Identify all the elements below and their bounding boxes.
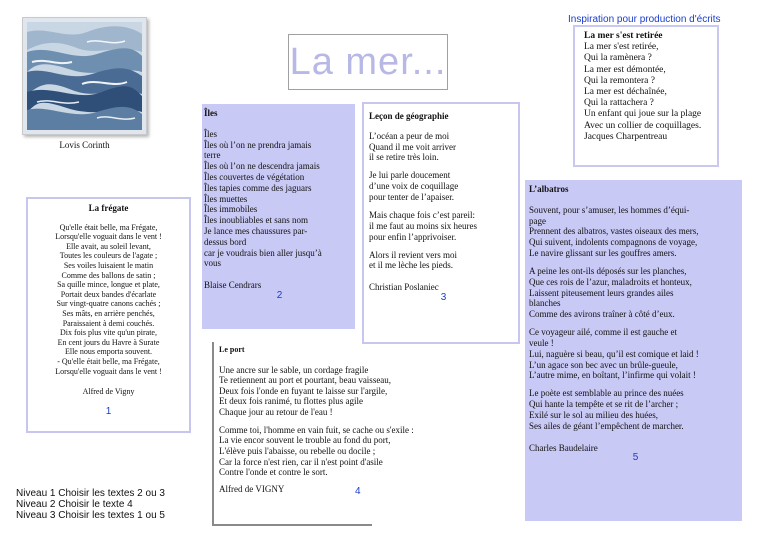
poem-line: Îles où l’on ne descendra jamais bbox=[204, 161, 320, 172]
poem-line: Qui la remontera ? bbox=[584, 75, 655, 86]
poem-line: veule ! bbox=[529, 337, 554, 348]
poem-line: La mer est démontée, bbox=[584, 64, 666, 75]
poem-line: Îles muettes bbox=[204, 193, 248, 204]
poem-mer-box bbox=[573, 25, 719, 167]
poem-line: blanches bbox=[529, 298, 561, 309]
poem-line: Paraissaient à demi couchés. bbox=[62, 318, 155, 328]
poem-author: Christian Poslaniec bbox=[369, 282, 439, 293]
poem-line: Toutes les couleurs de l'agate ; bbox=[59, 251, 158, 261]
poem-line: Lorsqu'elle voguait dans le vent ! bbox=[55, 366, 162, 376]
poem-line: - Qu'elle était belle, ma Frégate, bbox=[57, 356, 160, 366]
poem-line: Qui la rattachera ? bbox=[584, 98, 654, 109]
poem-line: Dix fois plus vite qu'un pirate, bbox=[60, 328, 157, 338]
stanza-break bbox=[369, 242, 518, 249]
poem-line: Contre l'onde et contre le sort. bbox=[219, 467, 328, 478]
poem-line: Îles immobiles bbox=[204, 204, 258, 215]
poem-line: et il me lèche les pieds. bbox=[369, 260, 453, 271]
poem-line: Portait deux bandes d'écarlate bbox=[60, 289, 157, 299]
level-line: Niveau 1 Choisir les textes 2 ou 3 bbox=[16, 488, 165, 499]
poem-line: L’un agace son bec avec un brûle-gueule, bbox=[529, 359, 678, 370]
painting-image bbox=[22, 17, 147, 135]
poem-line: il me faut au moins six heures bbox=[369, 220, 477, 231]
poem-author: Charles Baudelaire bbox=[529, 442, 598, 453]
poem-line: Quand il me voit arriver bbox=[369, 141, 456, 152]
poem-line: Le poète est semblable au prince des nuées bbox=[529, 388, 684, 399]
poem-port-box bbox=[212, 342, 414, 526]
poem-line: Car la force n'est rien, car il n'est point d'asile bbox=[219, 456, 383, 467]
poem-line: Un enfant qui joue sur la plage bbox=[584, 109, 702, 120]
poem-line: En cent jours du Havre à Surate bbox=[57, 337, 160, 347]
poem-author: Alfred de VIGNY bbox=[219, 483, 285, 494]
poem-line: Ses ailes de géant l’empêchent de marcher. bbox=[529, 420, 684, 431]
stanza-break bbox=[529, 259, 742, 266]
poem-line: L’océan a peur de moi bbox=[369, 130, 450, 141]
poem-line: Que ces rois de l’azur, maladroits et honteux, bbox=[529, 276, 692, 287]
poem-author: Jacques Charpentreau bbox=[584, 131, 668, 142]
level-instructions bbox=[16, 488, 165, 521]
poem-line: Ses mâts, en arrière penchés, bbox=[62, 308, 155, 318]
title-box bbox=[288, 34, 448, 90]
poem-title: Leçon de géographie bbox=[369, 111, 449, 121]
stanza-break bbox=[369, 163, 518, 170]
poem-line: Qui la ramènera ? bbox=[584, 53, 652, 64]
poem-line: Elle nous emporta souvent. bbox=[64, 347, 153, 357]
poem-line: Lui, naguère si beau, qu’il est comique et laid ! bbox=[529, 348, 699, 359]
poem-number: 5 bbox=[632, 452, 639, 464]
poem-line: A peine les ont-ils déposés sur les planches, bbox=[529, 265, 687, 276]
poem-line: Sur vingt-quatre canons cachés ; bbox=[56, 299, 161, 309]
poem-line: Qui suivent, indolents compagnons de voyage, bbox=[529, 237, 698, 248]
inspiration-heading: Inspiration pour production d'écrits bbox=[568, 14, 721, 25]
poem-title: La mer s'est retirée bbox=[584, 31, 663, 41]
poem-number: 4 bbox=[355, 485, 361, 497]
poem-line: Te retiennent au port et pourtant, beau vaisseau, bbox=[219, 375, 392, 386]
poem-line: Comme des avirons traîner à côté d’eux. bbox=[529, 309, 675, 320]
poem-albatros-box bbox=[525, 180, 742, 521]
poem-line: page bbox=[529, 215, 546, 226]
poem-line: pour enfin l’apprivoiser. bbox=[369, 231, 457, 242]
poem-line: Une ancre sur le sable, un cordage fragile bbox=[219, 364, 369, 375]
poem-line: Je lui parle doucement bbox=[369, 170, 451, 181]
poem-author: Alfred de Vigny bbox=[82, 387, 135, 397]
poem-line: Avec un collier de coquillages. bbox=[584, 120, 702, 131]
sea-painting-canvas bbox=[27, 22, 142, 130]
poem-number: 1 bbox=[105, 405, 112, 417]
poem-line: Je lance mes chaussures par- bbox=[204, 225, 308, 236]
poem-line: La vie encor souvent le trouble au fond du port, bbox=[219, 435, 391, 446]
poem-author: Blaise Cendrars bbox=[204, 280, 262, 291]
poem-line: Ses voiles luisaient le matin bbox=[63, 260, 154, 270]
poem-line: Comme des ballons de satin ; bbox=[61, 270, 156, 280]
painting-caption: Lovis Corinth bbox=[59, 140, 110, 150]
poem-lecon-box bbox=[362, 102, 520, 344]
poem-line: L'élève puis l'abaisse, ou rebelle ou docile ; bbox=[219, 445, 376, 456]
poem-number: 3 bbox=[440, 291, 447, 303]
poem-line: Qui hante la tempête et se rit de l’archer ; bbox=[529, 399, 679, 410]
poem-title: L’albatros bbox=[529, 184, 569, 194]
poem-line: Chaque jour au retour de l'eau ! bbox=[219, 406, 333, 417]
level-line: Niveau 2 Choisir le texte 4 bbox=[16, 499, 133, 510]
poem-line: Et deux fois ranimé, tu flottes plus agile bbox=[219, 396, 363, 407]
poem-line: Mais chaque fois c’est pareil: bbox=[369, 209, 475, 220]
poem-title: La frégate bbox=[88, 203, 129, 213]
poem-line: Alors il revient vers moi bbox=[369, 249, 457, 260]
poem-line: Lorsqu'elle voguait dans le vent ! bbox=[55, 232, 162, 242]
poem-line: Îles tapies comme des jaguars bbox=[204, 182, 312, 193]
poem-line: Ce voyageur ailé, comme il est gauche et bbox=[529, 327, 677, 338]
poem-line: Îles où l’on ne prendra jamais bbox=[204, 139, 312, 150]
poem-line: Îles inoubliables et sans nom bbox=[204, 215, 308, 226]
poem-line: Comme toi, l'homme en vain fuit, se cache ou s'exile : bbox=[219, 424, 414, 435]
poem-number: 2 bbox=[276, 289, 283, 301]
poem-line: Exilé sur le sol au milieu des huées, bbox=[529, 409, 658, 420]
level-line: Niveau 3 Choisir les textes 1 ou 5 bbox=[16, 510, 165, 521]
poem-line: La mer est déchaînée, bbox=[584, 87, 667, 98]
poem-line: terre bbox=[204, 150, 221, 161]
poem-line: dessus bord bbox=[204, 236, 247, 247]
poem-line: Îles bbox=[204, 128, 217, 139]
poem-line: Souvent, pour s’amuser, les hommes d’équi- bbox=[529, 204, 690, 215]
poem-line: il se retire très loin. bbox=[369, 152, 439, 163]
poem-line: Elle avait, au soleil levant, bbox=[66, 241, 151, 251]
poem-iles-box bbox=[202, 104, 355, 329]
poem-line: La mer s'est retirée, bbox=[584, 42, 659, 53]
poem-line: Sa quille mince, longue et plate, bbox=[57, 280, 160, 290]
poem-line: car je voudrais bien aller jusqu’à bbox=[204, 247, 322, 258]
poem-title: Le port bbox=[219, 345, 245, 354]
stanza-break bbox=[369, 203, 518, 210]
poem-fregate-box bbox=[26, 197, 191, 433]
poem-line: Deux fois l'onde en fuyant te laisse sur l'argile, bbox=[219, 385, 388, 396]
page-title: La mer... bbox=[289, 41, 447, 83]
stanza-break bbox=[529, 320, 742, 327]
stanza-break bbox=[219, 418, 372, 425]
poem-line: Îles couvertes de végétation bbox=[204, 171, 305, 182]
poem-line: Le navire glissant sur les gouffres amers. bbox=[529, 247, 677, 258]
poem-line: Qu'elle était belle, ma Frégate, bbox=[59, 222, 158, 232]
poem-title: Îles bbox=[204, 108, 218, 118]
stanza-break bbox=[529, 381, 742, 388]
sea-waves-illustration bbox=[27, 22, 142, 130]
poem-line: Prennent des albatros, vastes oiseaux des mers, bbox=[529, 226, 699, 237]
poem-line: pour tenter de l’apaiser. bbox=[369, 191, 454, 202]
poem-line: d’une voix de coquillage bbox=[369, 181, 459, 192]
poem-line: vous bbox=[204, 258, 222, 269]
poem-line: L’autre mime, en boîtant, l’infirme qui volait ! bbox=[529, 370, 696, 381]
poem-line: Laissent piteusement leurs grandes ailes bbox=[529, 287, 674, 298]
